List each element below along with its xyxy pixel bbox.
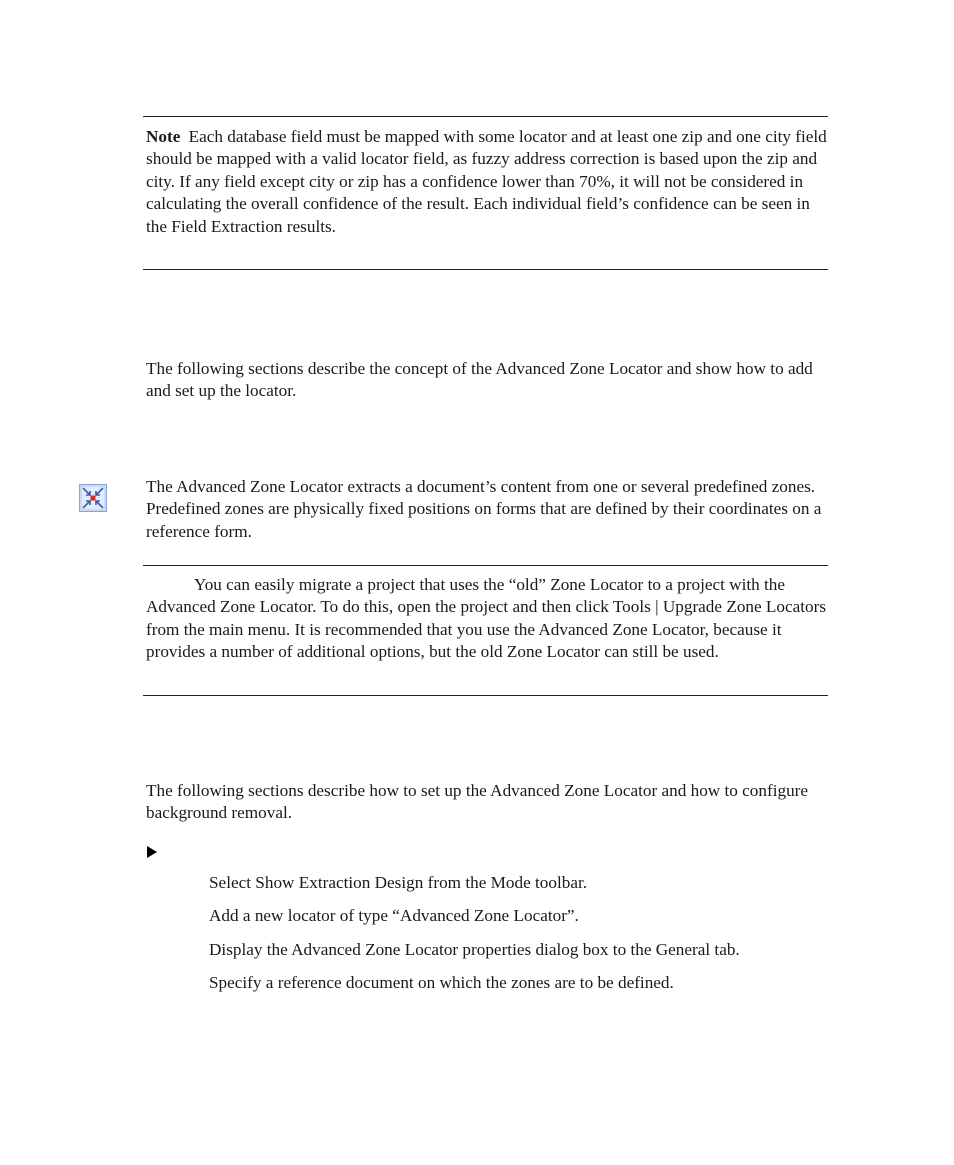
note-bottom-rule — [143, 269, 828, 270]
intro-paragraph: The following sections describe the concept of the Advanced Zone Locator and show how to add and set up the locator. — [146, 359, 813, 401]
procedure-step-1: Select Show Extraction Design from the Mode toolbar. — [209, 873, 588, 892]
procedure-step-3: Display the Advanced Zone Locator properties dialog box to the General tab. — [209, 940, 740, 959]
note-paragraph — [146, 126, 830, 238]
triangle-right-icon — [147, 846, 157, 858]
tip-top-rule — [143, 565, 828, 566]
procedure-step-2: Add a new locator of type “Advanced Zone Locator”. — [209, 906, 579, 925]
note-top-rule — [143, 116, 828, 117]
tip-paragraph — [146, 574, 830, 664]
procedure-step-4: Specify a reference document on which the zones are to be defined. — [209, 973, 674, 992]
tip-bottom-rule — [143, 695, 828, 696]
note-label: Note — [146, 127, 181, 146]
zone-locator-icon — [79, 484, 107, 512]
setup-paragraph: The following sections describe how to set up the Advanced Zone Locator and how to configure background removal. — [146, 781, 809, 823]
tip-text: You can easily migrate a project that uses the “old” Zone Locator to a project with the Advanced Zone Locator. To do this, open the project and then click Tools | Upgrade Zone Locators from the main menu. It is recommended that you use the Advanced Zone Locator, because it provides a number of additional options, but the old Zone Locator can still be used. — [146, 575, 827, 662]
concept-paragraph: The Advanced Zone Locator extracts a document’s content from one or several predefined zones. Predefined zones are physically fixed positions on forms that are defined by their coordinates on a reference form. — [146, 477, 822, 541]
note-text: Each database field must be mapped with some locator and at least one zip and one city field should be mapped with a valid locator field, as fuzzy address correction is based upon the zip and city. If any field except city or zip has a confidence lower than 70%, it will not be considered in calculating the overall confidence of the result. Each individual field’s confidence can be seen in the Field Extraction results. — [146, 127, 827, 236]
